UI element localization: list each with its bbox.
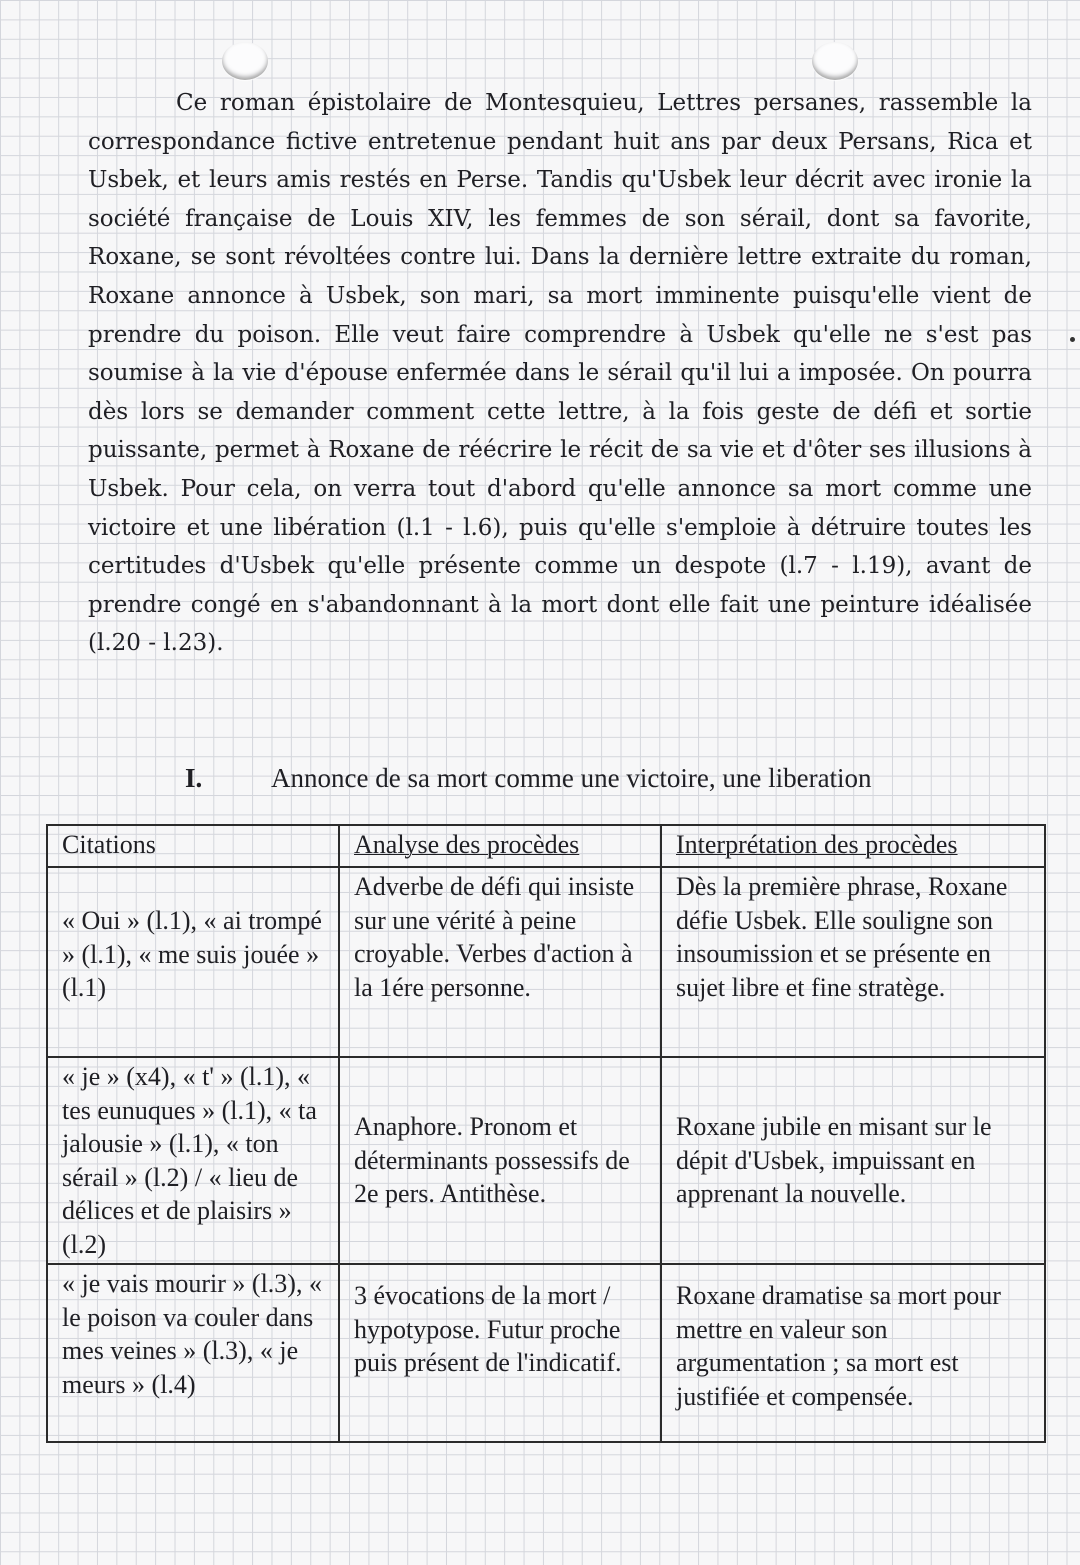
cell-analyse: Adverbe de défi qui insiste sur une vérité à peine croyable. Verbes d'action à la 1ére personne. xyxy=(339,867,661,1057)
binder-hole-left xyxy=(222,42,268,80)
intro-paragraph xyxy=(88,84,1032,663)
intro-text: Ce roman épistolaire de Montesquieu, Lettres persanes, rassemble la correspondance fictive entretenue pendant huit ans par deux Persans, Rica et Usbek, et leurs amis restés en Perse. Tandis qu'Usbek leur décrit avec ironie la société française de Louis XIV, les femmes de son sérail, dont sa favorite, Roxane, se sont révoltées contre lui. Dans la dernière lettre extraite du roman, Roxane annonce à Usbek, son mari, sa mort imminente puisqu'elle vient de prendre du poison. Elle veut faire comprendre à Usbek qu'elle ne s'est pas soumise à la vie d'épouse enfermée dans le sérail qu'il lui a imposée. On pourra dès lors se demander comment cette lettre, à la fois geste de défi et sortie puissante, permet à Roxane de réécrire le récit de sa vie et d'ôter ses illusions à Usbek. Pour cela, on verra tout d'abord qu'elle annonce sa mort comme une victoire et une libération (l.1 - l.6), puis qu'elle s'emploie à détruire toutes les certitudes d'Usbek qu'elle présente comme un despote (l.7 - l.19), avant de prendre congé en s'abandonnant à la mort dont elle fait une peinture idéalisée (l.20 - l.23). xyxy=(88,90,1032,657)
analysis-table xyxy=(46,824,1046,1443)
section-title: Annonce de sa mort comme une victoire, une liberation xyxy=(271,763,872,793)
binder-hole-right xyxy=(812,42,858,80)
cell-interpretation: Dès la première phrase, Roxane défie Usbek. Elle souligne son insoumission et se présente en sujet libre et fine stratège. xyxy=(661,867,1045,1057)
section-heading xyxy=(185,760,985,796)
table-header-row xyxy=(47,825,1045,867)
table-row xyxy=(47,1264,1045,1442)
header-analyse: Analyse des procèdes xyxy=(339,825,661,867)
cell-analyse: Anaphore. Pronom et déterminants possessifs de 2e pers. Antithèse. xyxy=(339,1057,661,1264)
cell-citations: « Oui » (l.1), « ai trompé » (l.1), « me suis jouée » (l.1) xyxy=(47,867,339,1057)
cell-interpretation: Roxane jubile en misant sur le dépit d'Usbek, impuissant en apprenant la nouvelle. xyxy=(661,1057,1045,1264)
cell-analyse: 3 évocations de la mort / hypotypose. Futur proche puis présent de l'indicatif. xyxy=(339,1264,661,1442)
ink-dot xyxy=(1070,337,1075,342)
section-number: I. xyxy=(185,763,203,793)
table-row xyxy=(47,1057,1045,1264)
cell-citations: « je vais mourir » (l.3), « le poison va couler dans mes veines » (l.3), « je meurs » (l.4) xyxy=(47,1264,339,1442)
cell-citations: « je » (x4), « t' » (l.1), « tes eunuques » (l.1), « ta jalousie » (l.1), « ton sérail » (l.2) / « lieu de délices et de plaisirs » (l.2) xyxy=(47,1057,339,1264)
cell-interpretation: Roxane dramatise sa mort pour mettre en valeur son argumentation ; sa mort est justifiée et compensée. xyxy=(661,1264,1045,1442)
header-interpretation: Interprétation des procèdes xyxy=(661,825,1045,867)
table-row xyxy=(47,867,1045,1057)
header-citations: Citations xyxy=(47,825,339,867)
